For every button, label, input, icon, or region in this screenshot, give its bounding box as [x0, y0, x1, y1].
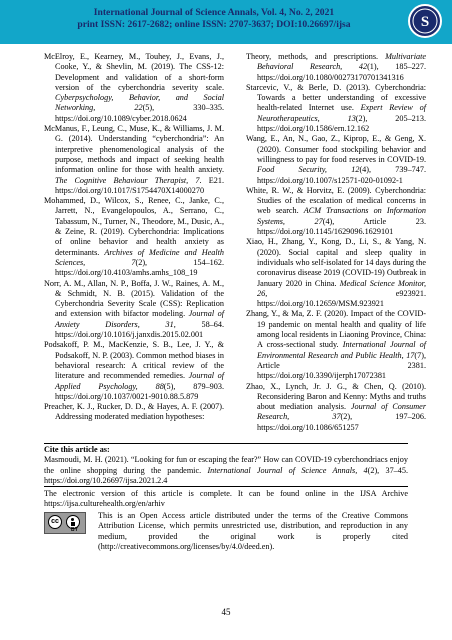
archive-note: The electronic version of this article is complete. It can be found online in the IJSA Archive https://ijsa.culturehealth.org/en/arhiv: [44, 489, 408, 509]
page-number: 45: [221, 607, 231, 617]
reference-entry: Xiao, H., Zhang, Y., Kong, D., Li, S., & Yang, N. (2020). Social capital and sleep quality in individuals who self-isolated for 14 days during the coronavirus disease 2019 (COVID-19) Outbreak in January 2020 in China. Medical Science Monitor, 26, e923921. https://doi.org/10.12659/MSM.923921: [246, 237, 426, 309]
cc-icon: cc: [48, 515, 62, 529]
references-right-column: [246, 52, 426, 433]
references-left-column: [44, 52, 224, 423]
cc-by-license-icon[interactable]: [44, 512, 86, 534]
reference-entry: Podsakoff, P. M., MacKenzie, S. B., Lee, J. Y., & Podsakoff, N. P. (2003). Common method biases in behavioral research: A critical review of the literature and recommended remedies. Journal of Applied Psychology, 88(5), 879–903. https://doi.org/10.1037/0021-9010.88.5.879: [44, 340, 224, 401]
reference-entry: Mohammed, D., Wilcox, S., Renee, C., Janke, C., Jarrett, N., Evangelopoulos, A., Serrano, C., Tabassum, N., Turner, N., Theodore, M., Dusic, A., & Zeine, R. (2019). Cyberchondria: Implications of online behavior and health anxiety as determinants. Archives of Medicine and Health Sciences, 7(2), 154–162. https://doi.org/10.4103/amhs.amhs_108_19: [44, 196, 224, 278]
journal-title-line: International Journal of Science Annals, Vol. 4, No. 2, 2021: [93, 7, 335, 18]
cite-section: [44, 445, 408, 486]
divider-top: [44, 443, 408, 444]
reference-entry: Zhang, Y., & Ma, Z. F. (2020). Impact of the COVID-19 pandemic on mental health and quality of life among local residents in Liaoning Province, China: A cross-sectional study. International Journal of Environmental Research and Public Health, 17(7), Article 2381. https://doi.org/10.3390/ijerph17072381: [246, 309, 426, 381]
reference-entry: McManus, F., Leung, C., Muse, K., & Williams, J. M. G. (2014). Understanding “cyberchondria”: An interpretive phenomenological analysis of the purpose, methods and impact of seeking health information online for those with health anxiety. The Cognitive Behaviour Therapist, 7. E21. https://doi.org/10.1017/S1754470X14000270: [44, 124, 224, 195]
cite-title: Cite this article as:: [44, 445, 110, 454]
journal-header: [0, 0, 452, 44]
reference-entry: Theory, methods, and prescriptions. Multivariate Behavioral Research, 42(1), 185–227. https://doi.org/10.1080/00273170701341316: [246, 52, 426, 82]
divider-middle: [44, 486, 408, 487]
logo-letter: S: [420, 14, 430, 30]
reference-entry: Starcevic, V., & Berle, D. (2013). Cyberchondria: Towards a better understanding of excessive health-related Internet use. Expert Review of Neurotherapeutics, 13(2), 205–213. https://doi.org/10.1586/ern.12.162: [246, 82, 427, 134]
reference-entry: White, R. W., & Horvitz, E. (2009). Cyberchondria: Studies of the escalation of medical concerns in web search. ACM Transactions on Information Systems, 27(4), Article 23. https://doi.org/10.1145/1629096.1629101: [246, 185, 426, 237]
journal-issn-line: print ISSN: 2617-2682; online ISSN: 2707-3637; DOI:10.26697/ijsa: [77, 19, 351, 30]
reference-entry: Preacher, K. J., Rucker, D. D., & Hayes, A. F. (2007). Addressing moderated mediation hypotheses:: [44, 402, 224, 422]
reference-entry: Zhao, X., Lynch, Jr. J. G., & Chen, Q. (2010). Reconsidering Baron and Kenny: Myths and truths about mediation analysis. Journal of Consumer Research, 37(2), 197–206. https://doi.org/10.1086/651257: [246, 381, 426, 432]
reference-entry: McElroy, E., Kearney, M., Touhey, J., Evans, J., Cooke, Y., & Shevlin, M. (2019). The CSS-12: Development and validation of a short-form version of the cyberchondria severity scale. Cyberpsychology, Behavior, and Social Networking, 22(5), 330–335. https://doi.org/10.1089/cyber.2018.0624: [44, 52, 224, 123]
by-label: BY: [71, 527, 78, 533]
license-text: This is an Open Access article distributed under the terms of the Creative Commons Attribution License, which permits unrestricted use, distribution, and reproduction in any medium, provided the original work is properly cited (http://creativecommons.org/licenses/by/4.0/deed.en).: [98, 511, 408, 551]
cite-text: Masmoudi, M. H. (2021). “Looking for fun or escaping the fear?” How can COVID-19 cyberchondriacs enjoy the online shopping during the pandemic. International Journal of Science Annals, 4(2), 37–45. https://doi.org/10.26697/ijsa.2021.2.4: [44, 455, 409, 485]
reference-entry: Wang, E., An, N., Gao, Z., Kiprop, E., & Geng, X. (2020). Consumer food stockpiling behavior and willingness to pay for food reserves in COVID-19. Food Security, 12(4), 739–747. https://doi.org/10.1007/s12571-020-01092-1: [246, 134, 427, 185]
journal-logo-icon: [408, 4, 442, 38]
reference-entry: Norr, A. M., Allan, N. P., Boffa, J. W., Raines, A. M., & Schmidt, N. B. (2015). Validation of the Cyberchondria Severity Scale (CSS): Replication and extension with bifactor modeling. Journal of Anxiety Disorders, 31, 58–64. https://doi.org/10.1016/j.janxdis.2015.02.001: [44, 278, 224, 340]
